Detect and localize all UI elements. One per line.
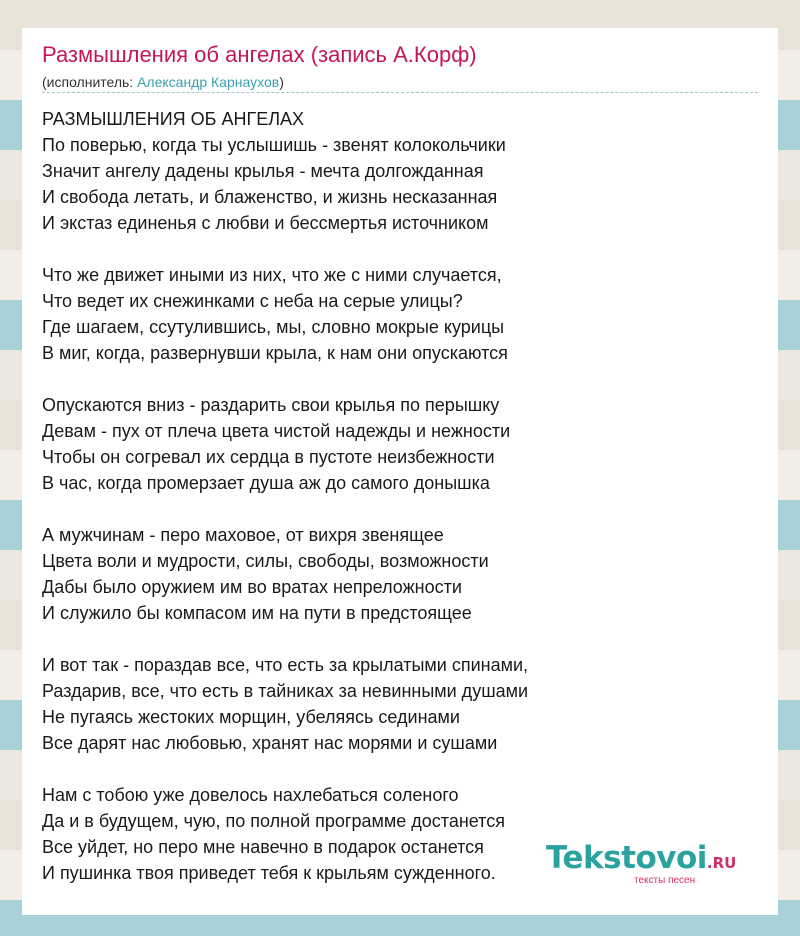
lyric-line: РАЗМЫШЛЕНИЯ ОБ АНГЕЛАХ xyxy=(42,109,305,129)
lyric-line: Опускаются вниз - раздарить свои крылья по перышку xyxy=(42,395,500,415)
lyric-line: В час, когда промерзает душа аж до самого донышка xyxy=(42,473,490,493)
lyric-line: А мужчинам - перо маховое, от вихря звенящее xyxy=(42,525,444,545)
page-title: Размышления об ангелах (запись А.Корф) xyxy=(42,42,477,67)
logo-tld: .RU xyxy=(706,854,737,872)
lyrics-text xyxy=(42,106,758,886)
artist-prefix: (исполнитель: xyxy=(42,74,138,90)
lyric-line: По поверью, когда ты услышишь - звенят колокольчики xyxy=(42,135,506,155)
lyric-line: Значит ангелу дадены крылья - мечта долгожданная xyxy=(42,161,484,181)
lyric-line: Где шагаем, ссутулившись, мы, словно мокрые курицы xyxy=(42,317,505,337)
lyric-line: Что ведет их снежинками с неба на серые улицы? xyxy=(42,291,463,311)
lyric-line: В миг, когда, развернувши крыла, к нам они опускаются xyxy=(42,343,508,363)
lyric-line xyxy=(42,496,758,522)
title-divider xyxy=(42,92,758,93)
lyric-line: И экстаз единенья с любви и бессмертья источником xyxy=(42,213,489,233)
lyric-line: Девам - пух от плеча цвета чистой надежды и нежности xyxy=(42,421,511,441)
lyric-line: И вот так - пораздав все, что есть за крылатыми спинами, xyxy=(42,655,529,675)
lyric-line: Не пугаясь жестоких морщин, убеляясь сединами xyxy=(42,707,460,727)
logo-tagline: тексты песен xyxy=(634,875,696,886)
logo-name: Tekstovoi xyxy=(546,840,707,876)
lyric-line: И свобода летать, и блаженство, и жизнь несказанная xyxy=(42,187,498,207)
lyric-line: Да и в будущем, чую, по полной программе достанется xyxy=(42,811,505,831)
lyrics-card xyxy=(22,28,778,915)
lyric-line: И пушинка твоя приведет тебя к крыльям сужденного. xyxy=(42,863,496,883)
lyric-line: Все уйдет, но перо мне навечно в подарок останется xyxy=(42,837,484,857)
lyric-line: И служило бы компасом им на пути в предстоящее xyxy=(42,603,472,623)
lyric-line: Все дарят нас любовью, хранят нас морями и сушами xyxy=(42,733,498,753)
lyric-line: Чтобы он согревал их сердца в пустоте неизбежности xyxy=(42,447,495,467)
lyric-line xyxy=(42,366,758,392)
lyric-line xyxy=(42,756,758,782)
artist-suffix: ) xyxy=(279,74,284,90)
lyric-line: Раздарив, все, что есть в тайниках за невинными душами xyxy=(42,681,529,701)
lyric-line: Дабы было оружием им во вратах непреложности xyxy=(42,577,462,597)
lyric-line xyxy=(42,236,758,262)
lyric-line xyxy=(42,626,758,652)
lyric-line: Цвета воли и мудрости, силы, свободы, возможности xyxy=(42,551,489,571)
artist-link[interactable]: Александр Карнаухов xyxy=(137,74,280,90)
site-logo[interactable] xyxy=(546,840,737,886)
artist-line xyxy=(42,74,284,90)
lyric-line: Что же движет иными из них, что же с ними случается, xyxy=(42,265,502,285)
lyric-line: Нам с тобою уже довелось нахлебаться соленого xyxy=(42,785,459,805)
